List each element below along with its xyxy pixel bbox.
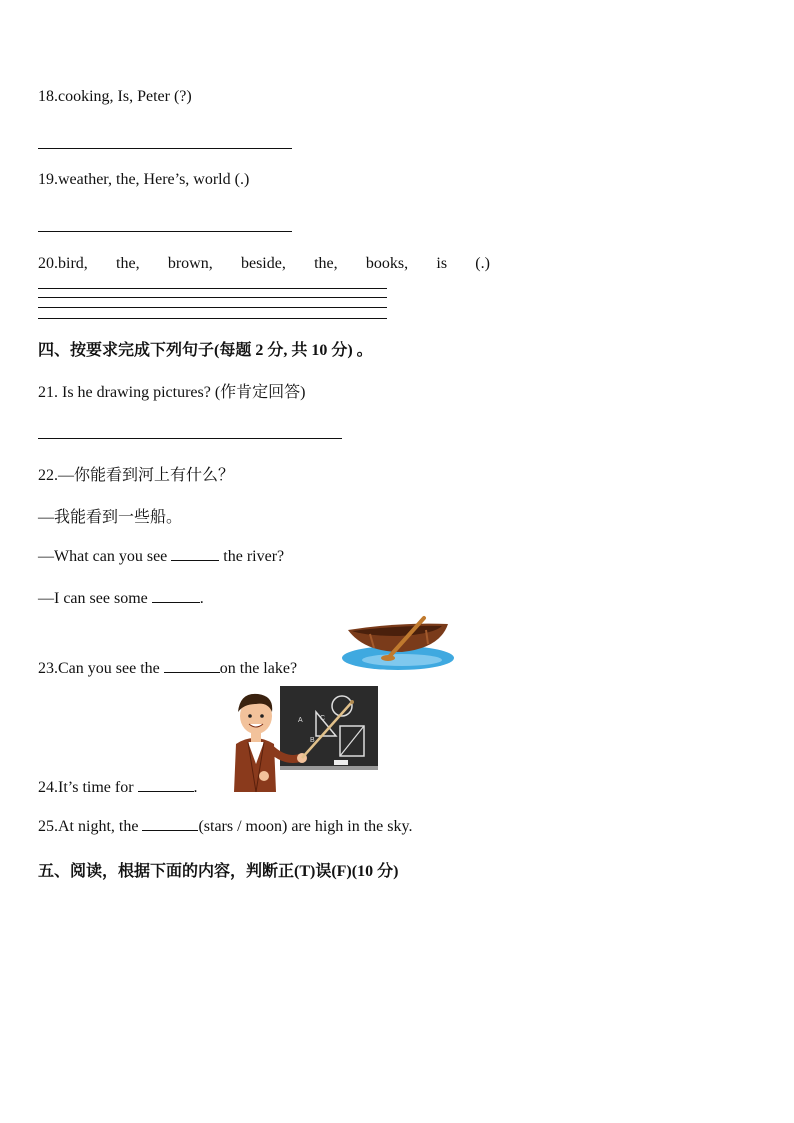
- blank-23[interactable]: [164, 658, 220, 673]
- answer-line-20a[interactable]: [38, 288, 387, 289]
- section-4-heading-text: 四、按要求完成下列句子(每题 2 分, 共 10 分) 。: [38, 342, 373, 359]
- question-19: [38, 171, 249, 189]
- question-21: [38, 379, 306, 402]
- q20-word: is: [436, 255, 448, 272]
- q20-word: 20.bird,: [38, 255, 88, 272]
- question-18-text: 18.cooking, Is, Peter (?): [38, 88, 192, 105]
- question-22-zh-2-text: —我能看到一些船。: [38, 509, 183, 526]
- svg-text:B: B: [310, 737, 315, 744]
- question-18: [38, 88, 192, 106]
- question-22-en-1: [38, 546, 284, 566]
- question-19-text: 19.weather, the, Here’s, world (.): [38, 171, 250, 188]
- question-20: [38, 255, 490, 273]
- q20-word: beside,: [240, 255, 286, 272]
- answer-line-18[interactable]: [38, 148, 292, 149]
- boat-image: [340, 614, 458, 674]
- answer-line-20d[interactable]: [38, 318, 387, 319]
- question-22-en-1-post: the river?: [223, 548, 285, 565]
- question-22-en-2-pre: —I can see some: [38, 590, 148, 607]
- question-22-en-2: [38, 588, 204, 608]
- teacher-image: [224, 684, 380, 792]
- blank-25[interactable]: [142, 816, 198, 831]
- q20-word: the,: [116, 255, 140, 272]
- question-22-zh-1-text: 22.—你能看到河上有什么？: [38, 467, 235, 484]
- section-5-heading-text: 五、阅读，根据下面的内容，判断正(T)误(F)(10 分): [38, 863, 399, 880]
- blank-22b[interactable]: [152, 588, 200, 603]
- answer-line-20b[interactable]: [38, 297, 387, 298]
- answer-line-20c[interactable]: [38, 307, 387, 308]
- question-24-post: .: [193, 779, 198, 796]
- answer-line-21[interactable]: [38, 438, 342, 439]
- q20-word: books,: [365, 255, 409, 272]
- question-22-zh-1: [38, 462, 234, 485]
- blank-24[interactable]: [138, 777, 194, 792]
- section-5-heading: [38, 858, 398, 881]
- question-23-post: on the lake?: [219, 660, 298, 677]
- q20-word: the,: [314, 255, 338, 272]
- svg-text:C: C: [320, 715, 326, 722]
- q20-word: brown,: [167, 255, 213, 272]
- question-25-pre: 25.At night, the: [38, 818, 139, 835]
- question-21-text: 21. Is he drawing pictures? (作肯定回答): [38, 384, 306, 401]
- blank-22a[interactable]: [171, 546, 219, 561]
- question-22-en-2-post: .: [199, 590, 204, 607]
- question-23-pre: 23.Can you see the: [38, 660, 160, 677]
- question-22-zh-2: [38, 504, 182, 527]
- question-22-en-1-pre: —What can you see: [38, 548, 168, 565]
- svg-text:A: A: [298, 717, 303, 724]
- boat-icon: [340, 614, 458, 674]
- answer-line-19[interactable]: [38, 231, 292, 232]
- q20-word: (.): [475, 255, 490, 272]
- question-24: [38, 777, 198, 797]
- question-24-pre: 24.It’s time for: [38, 779, 134, 796]
- teacher-icon: [224, 684, 380, 792]
- question-25: [38, 816, 412, 836]
- question-23: [38, 658, 297, 678]
- question-25-post: (stars / moon) are high in the sky.: [198, 818, 413, 835]
- section-4-heading: [38, 337, 373, 360]
